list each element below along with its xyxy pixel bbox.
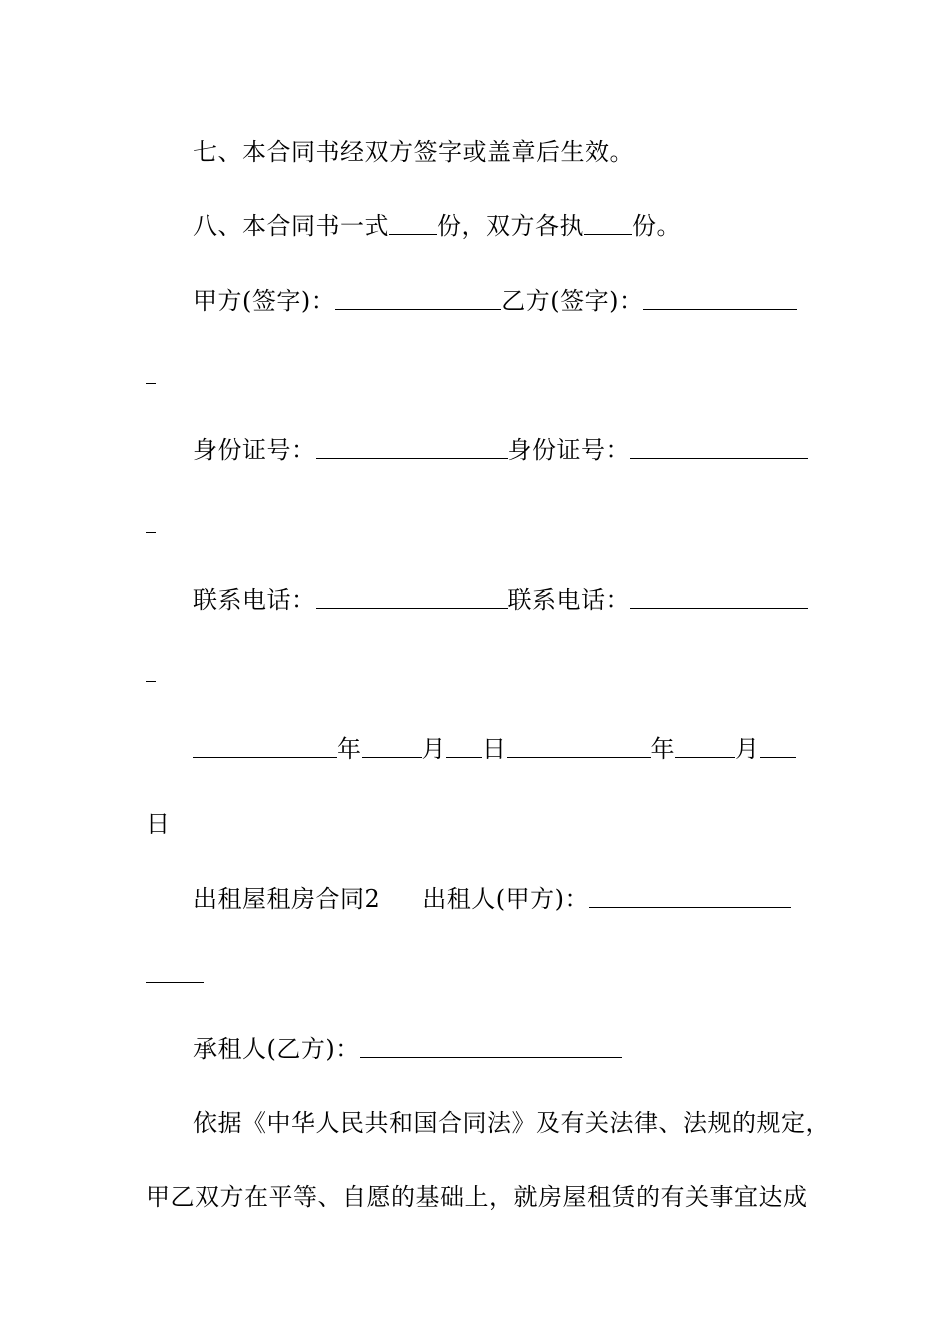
lessor-label: 出租人(甲方)： (422, 885, 590, 913)
day-label-a: 日 (482, 735, 507, 763)
day-label-b: 日 (146, 810, 171, 838)
intro-line-2 (146, 1181, 808, 1213)
signature-row-wrap (146, 360, 156, 392)
lessee-label: 承租人(乙方)： (193, 1035, 360, 1063)
party-b-phone-label: 联系电话： (507, 586, 630, 614)
date-row (193, 733, 796, 765)
party-a-month-blank[interactable] (362, 735, 422, 758)
contract2-header-row (193, 883, 791, 915)
party-b-id-label: 身份证号： (507, 436, 630, 464)
signature-row (193, 285, 797, 317)
intro-line-1 (193, 1107, 830, 1139)
year-label-b: 年 (650, 735, 675, 763)
party-b-year-blank[interactable] (507, 735, 651, 758)
intro-text-2: 甲乙双方在平等、自愿的基础上，就房屋租赁的有关事宜达成 (146, 1183, 808, 1211)
wrap-underline (146, 512, 156, 533)
id-row-wrap (146, 509, 156, 541)
clause-7-text: 七、本合同书经双方签字或盖章后生效。 (193, 138, 634, 166)
party-a-id-label: 身份证号： (193, 436, 316, 464)
lessor-blank-wrap[interactable] (146, 960, 204, 983)
party-b-id-blank[interactable] (630, 436, 808, 459)
party-b-sign-blank[interactable] (643, 287, 797, 310)
party-a-id-blank[interactable] (316, 436, 508, 459)
clause-8 (193, 210, 681, 242)
lessee-row (193, 1033, 622, 1065)
month-label-a: 月 (421, 735, 446, 763)
party-a-phone-blank[interactable] (316, 586, 508, 609)
party-a-sign-label: 甲方(签字)： (193, 287, 336, 315)
party-a-phone-label: 联系电话： (193, 586, 316, 614)
party-a-day-blank[interactable] (446, 735, 482, 758)
clause-8-part2: 份，双方各执 (437, 212, 584, 240)
clause-7 (193, 136, 634, 168)
wrap-underline (146, 661, 156, 682)
phone-row-wrap (146, 658, 156, 690)
party-b-sign-label: 乙方(签字)： (501, 287, 644, 315)
lessor-wrap (146, 958, 204, 990)
copies-each-blank[interactable] (584, 212, 632, 235)
party-b-phone-blank[interactable] (630, 586, 808, 609)
contract2-title: 出租屋租房合同2 (193, 885, 381, 913)
party-b-day-blank[interactable] (760, 735, 796, 758)
clause-8-part1: 八、本合同书一式 (193, 212, 389, 240)
year-label-a: 年 (337, 735, 362, 763)
copies-total-blank[interactable] (389, 212, 437, 235)
phone-row (193, 584, 808, 616)
party-a-year-blank[interactable] (193, 735, 337, 758)
id-row (193, 434, 808, 466)
clause-8-part3: 份。 (632, 212, 681, 240)
lessor-blank[interactable] (589, 885, 791, 908)
party-a-sign-blank[interactable] (335, 287, 501, 310)
wrap-underline (146, 363, 156, 384)
date-row-wrap (146, 808, 171, 840)
lessee-blank[interactable] (360, 1035, 622, 1058)
party-b-month-blank[interactable] (675, 735, 735, 758)
intro-text-1: 依据《中华人民共和国合同法》及有关法律、法规的规定， (193, 1109, 830, 1137)
month-label-b: 月 (735, 735, 760, 763)
